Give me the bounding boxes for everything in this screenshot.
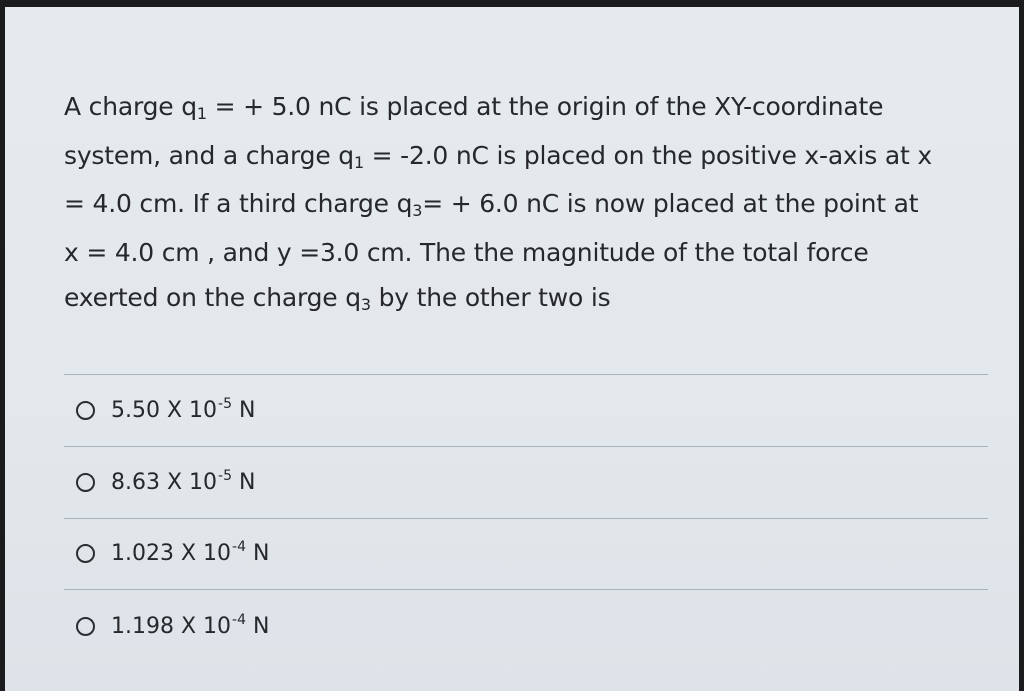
subscript: 1 [353,152,364,172]
exponent: -4 [232,538,247,555]
question-line-2: system, and a charge q1 = -2.0 nC is placed on the positive x-axis at x [64,140,932,172]
question-line-5: exerted on the charge q3 by the other two is [64,283,611,314]
exponent: -5 [218,395,233,412]
divider [64,518,988,519]
exponent: -5 [218,467,233,484]
subscript: 1 [196,104,207,123]
radio-button[interactable] [76,617,95,636]
option-label: 1.198 X $10^{-4}$ N [111,611,270,639]
subscript: 3 [412,201,423,220]
radio-button[interactable] [76,473,95,492]
option-label: 5.50 X $10^{-5}$ N [111,395,256,423]
divider [64,446,988,447]
option-label: 1.023 X $10^{-4}$ N [111,538,270,566]
answer-option-3[interactable] [76,535,269,571]
question-line-1: A charge q1 = + 5.0 nC is placed at the origin of the XY-coordinate [64,92,884,123]
answer-option-2[interactable] [76,464,255,500]
question-text [64,84,984,324]
answer-option-4[interactable] [76,608,269,644]
answer-option-1[interactable] [76,392,255,428]
divider [64,374,988,375]
radio-button[interactable] [76,544,95,563]
question-line-4: x = 4.0 cm , and y =3.0 cm. The the magnitude of the total force [64,237,869,267]
radio-button[interactable] [76,401,95,420]
subscript: 3 [360,295,371,314]
exponent: -4 [232,611,247,628]
question-line-3: = 4.0 cm. If a third charge q3= + 6.0 nC is now placed at the point at [64,189,919,220]
divider [64,589,988,590]
option-label: 8.63 X $10^{-5}$ N [111,467,256,495]
